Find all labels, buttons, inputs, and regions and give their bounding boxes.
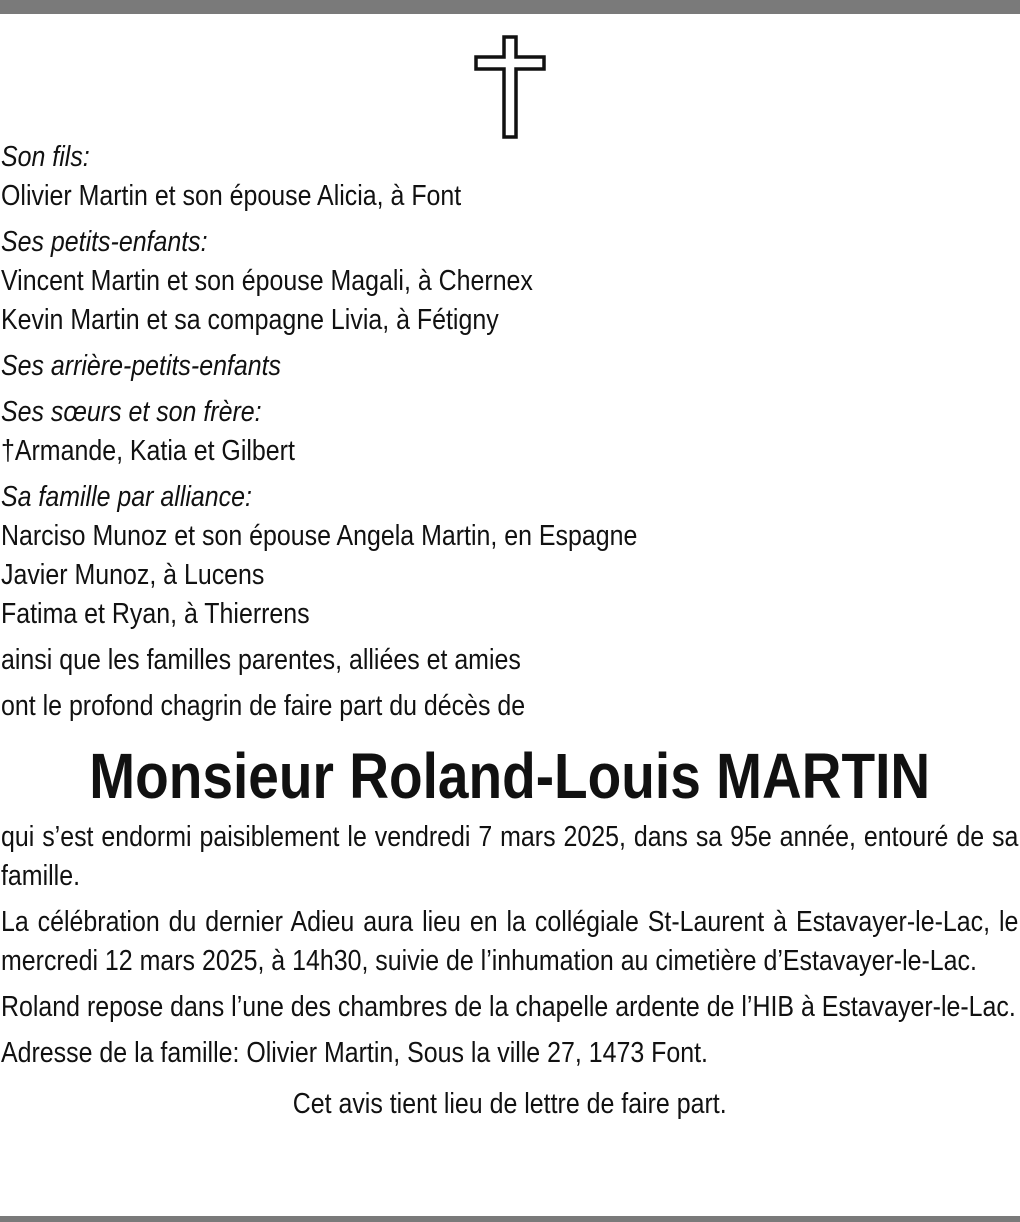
bottom-border [0, 1216, 1020, 1222]
son-line: Olivier Martin et son épouse Alicia, à Font [1, 180, 462, 212]
cross-icon [474, 35, 546, 139]
siblings-line: †Armande, Katia et Gilbert [1, 435, 295, 467]
inlaw-line: Fatima et Ryan, à Thierrens [1, 598, 310, 630]
inlaws-heading: Sa famille par alliance: [1, 481, 252, 513]
ceremony-paragraph: La célébration du dernier Adieu aura lieu en la collégiale St-Laurent à Estavayer-le-Lac, le mercredi 12 mars 2025, à 14h30, suivie de l’inhumation au cimetière d’Estavayer-le-Lac. [1, 906, 1019, 977]
inlaw-line: Narciso Munoz et son épouse Angela Martin, en Espagne [1, 520, 638, 552]
family-address: Adresse de la famille: Olivier Martin, Sous la ville 27, 1473 Font. [1, 1037, 708, 1069]
passing-paragraph: qui s’est endormi paisiblement le vendredi 7 mars 2025, dans sa 95e année, entouré de sa famille. [1, 821, 1019, 892]
deceased-name: Monsieur Roland-Louis MARTIN [89, 740, 931, 812]
announcement-line: ont le profond chagrin de faire part du décès de [1, 690, 526, 722]
son-heading: Son fils: [1, 141, 90, 173]
inlaw-line: Javier Munoz, à Lucens [1, 559, 265, 591]
top-border [0, 0, 1020, 14]
great-grandchildren-heading: Ses arrière-petits-enfants [1, 350, 282, 382]
siblings-heading: Ses sœurs et son frère: [1, 396, 262, 428]
closing-line: Cet avis tient lieu de lettre de faire part. [292, 1088, 727, 1120]
grandchild-line: Vincent Martin et son épouse Magali, à Chernex [1, 265, 533, 297]
repose-paragraph: Roland repose dans l’une des chambres de la chapelle ardente de l’HIB à Estavayer-le-Lac. [1, 991, 1016, 1023]
relatives-line: ainsi que les familles parentes, alliées et amies [1, 644, 521, 676]
grandchildren-heading: Ses petits-enfants: [1, 226, 208, 258]
obituary-text [1, 138, 1018, 1124]
grandchild-line: Kevin Martin et sa compagne Livia, à Fétigny [1, 304, 499, 336]
